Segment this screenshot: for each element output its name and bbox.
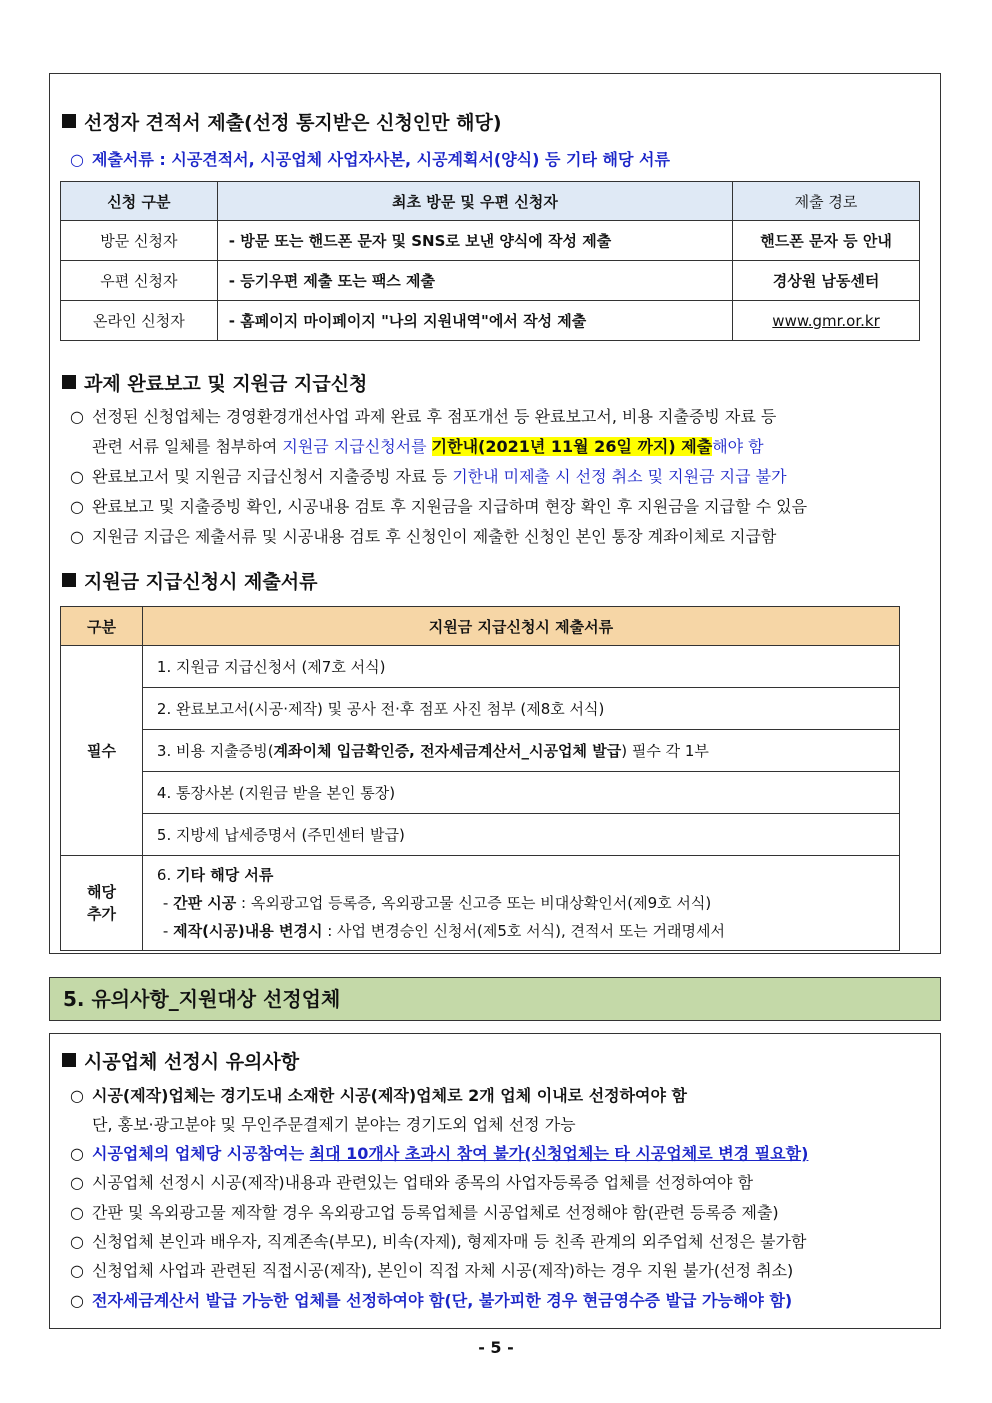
required-label: 필수 xyxy=(61,646,143,856)
table-cell: 1. 지원금 지급신청서 (제7호 서식) xyxy=(142,646,899,688)
submission-route-table xyxy=(60,181,920,341)
heading-quote-submission: 선정자 견적서 제출(선정 통지받은 신청인만 해당) xyxy=(62,108,502,135)
list-item: ○ 지원금 지급은 제출서류 및 시공내용 검토 후 신청인이 제출한 신청인 본인 통장 계좌이체로 지급함 xyxy=(70,527,777,546)
list-item: ○ 선정된 신청업체는 경영환경개선사업 과제 완료 후 점포개선 등 완료보고서, 비용 지출증빙 자료 등 xyxy=(70,407,777,426)
table-row xyxy=(61,814,900,856)
circle-bullet-icon: ○ xyxy=(70,1086,84,1105)
table-row xyxy=(61,688,900,730)
table-row xyxy=(61,261,920,301)
list-item-continuation: 관련 서류 일체를 첨부하여 지원금 지급신청서를 기한내(2021년 11월 26일 까지) 제출해야 함 xyxy=(92,437,764,456)
table-cell: 온라인 신청자 xyxy=(61,301,218,341)
table-cell: 3. 비용 지출증빙(계좌이체 입금확인증, 전자세금계산서_시공업체 발급) 필수 각 1부 xyxy=(142,730,899,772)
square-bullet-icon xyxy=(62,1053,76,1067)
circle-bullet-icon: ○ xyxy=(70,527,84,546)
table-cell: - 방문 또는 핸드폰 문자 및 SNS로 보낸 양식에 작성 제출 xyxy=(217,221,732,261)
circle-bullet-icon: ○ xyxy=(70,1291,84,1310)
table-header-row xyxy=(61,182,920,221)
circle-bullet-icon: ○ xyxy=(70,1203,84,1222)
table-cell: 방문 신청자 xyxy=(61,221,218,261)
table-row xyxy=(61,301,920,341)
list-item: ○ 신청업체 본인과 배우자, 직계존속(부모), 비속(자제), 형제자매 등 친족 관계의 외주업체 선정은 불가함 xyxy=(70,1232,807,1251)
table-row xyxy=(61,730,900,772)
col-header-route: 제출 경로 xyxy=(733,182,920,221)
square-bullet-icon xyxy=(62,573,76,587)
list-item: ○ 완료보고서 및 지원금 지급신청서 지출증빙 자료 등 기한내 미제출 시 선정 취소 및 지원금 지급 불가 xyxy=(70,467,787,486)
circle-bullet-icon: ○ xyxy=(70,407,84,426)
deadline-highlight: 기한내(2021년 11월 26일 까지) 제출 xyxy=(431,437,713,456)
table-cell: - 등기우편 제출 또는 팩스 제출 xyxy=(217,261,732,301)
required-docs-line: ○ 제출서류 : 시공견적서, 시공업체 사업자사본, 시공계획서(양식) 등 기타 해당 서류 xyxy=(70,150,670,169)
table-row xyxy=(61,772,900,814)
required-documents-table xyxy=(60,606,900,951)
circle-bullet-icon: ○ xyxy=(70,150,84,169)
table-cell: 핸드폰 문자 등 안내 xyxy=(733,221,920,261)
table-cell: 4. 통장사본 (지원금 받을 본인 통장) xyxy=(142,772,899,814)
table-header-row xyxy=(61,607,900,646)
col-header-documents: 지원금 지급신청시 제출서류 xyxy=(142,607,899,646)
circle-bullet-icon: ○ xyxy=(70,1173,84,1192)
square-bullet-icon xyxy=(62,375,76,389)
table-cell: 2. 완료보고서(시공·제작) 및 공사 전·후 점포 사진 첨부 (제8호 서식) xyxy=(142,688,899,730)
circle-bullet-icon: ○ xyxy=(70,1232,84,1251)
circle-bullet-icon: ○ xyxy=(70,497,84,516)
heading-required-documents: 지원금 지급신청시 제출서류 xyxy=(62,567,317,594)
list-item: ○ 시공(제작)업체는 경기도내 소재한 시공(제작)업체로 2개 업체 이내로 선정하여야 함 xyxy=(70,1086,687,1105)
circle-bullet-icon: ○ xyxy=(70,1261,84,1280)
col-header-method: 최초 방문 및 우편 신청자 xyxy=(217,182,732,221)
table-cell: 5. 지방세 납세증명서 (주민센터 발급) xyxy=(142,814,899,856)
heading-contractor-notes: 시공업체 선정시 유의사항 xyxy=(62,1047,299,1074)
col-header-type: 신청 구분 xyxy=(61,182,218,221)
page-number: - 5 - xyxy=(478,1338,514,1357)
table-cell: 경상원 남동센터 xyxy=(733,261,920,301)
table-cell: 우편 신청자 xyxy=(61,261,218,301)
table-cell: 6. 기타 해당 서류 - 간판 시공 : 옥외광고업 등록증, 옥외광고물 신고증 또는 비대상확인서(제9호 서식) - 제작(시공)내용 변경시 : 사업 변경승인 신청서(제5호 서식), 견적서 또는 거래명세서 xyxy=(142,856,899,951)
list-item: ○ 완료보고 및 지출증빙 확인, 시공내용 검토 후 지원금을 지급하며 현장 확인 후 지원금을 지급할 수 있음 xyxy=(70,497,808,516)
circle-bullet-icon: ○ xyxy=(70,467,84,486)
col-header-category: 구분 xyxy=(61,607,143,646)
heading-completion-report: 과제 완료보고 및 지원금 지급신청 xyxy=(62,369,367,396)
website-link[interactable]: www.gmr.or.kr xyxy=(772,311,880,330)
table-row xyxy=(61,856,900,951)
table-cell: - 홈페이지 마이페이지 "나의 지원내역"에서 작성 제출 xyxy=(217,301,732,341)
list-item: ○ 시공업체 선정시 시공(제작)내용과 관련있는 업태와 종목의 사업자등록증 업체를 선정하여야 함 xyxy=(70,1173,754,1192)
list-item: ○ 신청업체 사업과 관련된 직접시공(제작), 본인이 직접 자체 시공(제작)하는 경우 지원 불가(선정 취소) xyxy=(70,1261,794,1280)
extra-label: 해당 추가 xyxy=(61,856,143,951)
table-row xyxy=(61,221,920,261)
square-bullet-icon xyxy=(62,114,76,128)
section-banner: 5. 유의사항_지원대상 선정업체 xyxy=(49,977,941,1021)
circle-bullet-icon: ○ xyxy=(70,1144,84,1163)
list-item: ○ 전자세금계산서 발급 가능한 업체를 선정하여야 함(단, 불가피한 경우 현금영수증 발급 가능해야 함) xyxy=(70,1291,793,1310)
list-item: ○ 시공업체의 업체당 시공참여는 최대 10개사 초과시 참여 불가(신청업체는 타 시공업체로 변경 필요함) xyxy=(70,1144,809,1163)
list-item: ○ 간판 및 옥외광고물 제작할 경우 옥외광고업 등록업체를 시공업체로 선정해야 함(관련 등록증 제출) xyxy=(70,1203,779,1222)
table-row xyxy=(61,646,900,688)
list-item-continuation: 단, 홍보·광고분야 및 무인주문결제기 분야는 경기도외 업체 선정 가능 xyxy=(92,1115,576,1134)
